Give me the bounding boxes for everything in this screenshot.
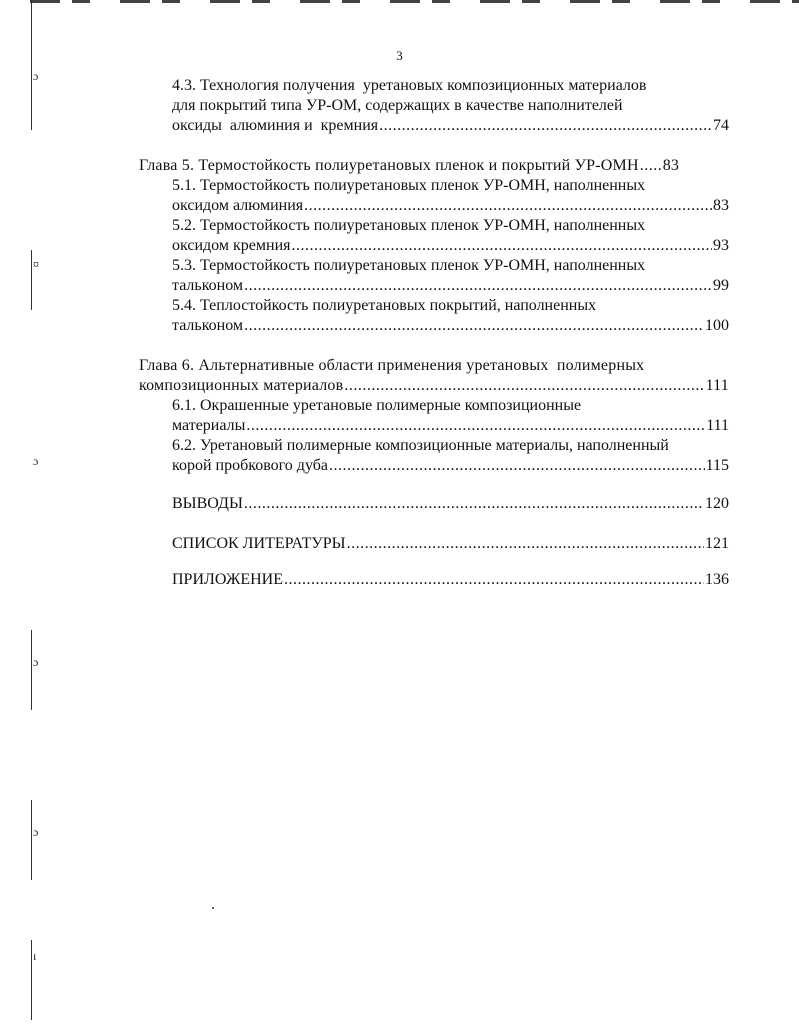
binding-edge-line [31, 0, 32, 130]
toc-page-number: 100 [705, 317, 729, 334]
toc-page-number: 121 [705, 535, 729, 552]
toc-entry-4-3-line-2: для покрытий типа УР-ОМ, содержащих в качестве наполнителей [172, 97, 623, 114]
toc-entry-title: оксиды алюминия и кремния [172, 117, 379, 134]
toc-entry-title: ВЫВОДЫ [172, 495, 243, 512]
toc-entry-references [172, 534, 729, 554]
binder-hole-mark-icon: ɔ [33, 655, 39, 669]
dot-leader [291, 236, 712, 256]
dot-leader [640, 156, 662, 176]
binder-hole-mark-icon: ɔ [33, 454, 39, 468]
binding-edge-line [31, 940, 32, 1020]
toc-page-number: 74 [713, 117, 729, 134]
dot-leader [246, 416, 705, 436]
toc-page-number: 136 [705, 571, 729, 588]
binder-hole-mark-icon: ɪ [33, 949, 37, 963]
toc-entry-6-2-last-line [172, 456, 729, 476]
binding-edge-line [31, 250, 32, 310]
toc-entry-title: оксидом алюминия [172, 197, 304, 214]
toc-page-number: 83 [662, 157, 680, 174]
dot-leader [347, 534, 704, 554]
toc-chapter-6-line-1: Глава 6. Альтернативные области применения уретановых полимерных [139, 357, 645, 374]
toc-entry-6-1-line-1: 6.1. Окрашенные уретановые полимерные композиционные [172, 397, 582, 414]
binder-hole-mark-icon: ¤ [33, 257, 39, 271]
scan-speck [212, 907, 214, 909]
toc-page-number: 99 [713, 277, 729, 294]
toc-entry-5-1-last-line [172, 196, 729, 216]
toc-entry-title: СПИСОК ЛИТЕРАТУРЫ [172, 535, 346, 552]
toc-entry-title: тальконом [172, 317, 244, 334]
dot-leader [304, 196, 712, 216]
toc-entry-appendix [172, 570, 729, 590]
page-number: 3 [396, 48, 403, 63]
toc-entry-5-3-last-line [172, 276, 729, 296]
binder-hole-mark-icon: ɔ [33, 825, 39, 839]
dot-leader [329, 456, 705, 476]
binding-edge-line [31, 800, 32, 880]
toc-page-number: 93 [713, 237, 729, 254]
dot-leader [344, 376, 704, 396]
toc-entry-5-3-line-1: 5.3. Термостойкость полиуретановых пленок УР-ОМН, наполненных [172, 257, 646, 274]
dot-leader [284, 570, 704, 590]
binder-hole-mark-icon: ɔ [33, 69, 39, 83]
toc-entry-title: оксидом кремния [172, 237, 291, 254]
toc-entry-6-2-line-1: 6.2. Уретановый полимерные композиционные материалы, наполненный [172, 437, 669, 454]
toc-page-number: 111 [706, 417, 729, 434]
dot-leader [379, 116, 712, 136]
dot-leader [244, 494, 704, 514]
binding-edge-line [31, 630, 32, 710]
toc-entry-4-3-line-1: 4.3. Технология получения уретановых композиционных материалов [172, 77, 647, 94]
toc-entry-title: Глава 5. Термостойкость полиуретановых пленок и покрытий УР-ОМН [139, 157, 639, 174]
toc-entry-conclusions [172, 494, 729, 514]
toc-page-number: 120 [705, 495, 729, 512]
toc-entry-5-1-line-1: 5.1. Термостойкость полиуретановых пленок УР-ОМН, наполненных [172, 177, 646, 194]
toc-entry-5-4-line-1: 5.4. Теплостойкость полиуретановых покрытий, наполненных [172, 297, 597, 314]
toc-entry-title: ПРИЛОЖЕНИЕ [172, 571, 284, 588]
toc-entry-title: композиционных материалов [139, 377, 344, 394]
dot-leader [244, 316, 704, 336]
scan-edge-artifact [30, 0, 799, 3]
toc-entry-4-3-last-line [172, 116, 729, 136]
toc-page-number: 111 [705, 377, 729, 394]
toc-entry-6-1-last-line [172, 416, 729, 436]
toc-entry-5-4-last-line [172, 316, 729, 336]
toc-entry-5-2-last-line [172, 236, 729, 256]
toc-entry-title: материалы [172, 417, 246, 434]
toc-chapter-5 [139, 156, 729, 176]
toc-entry-5-2-line-1: 5.2. Термостойкость полиуретановых пленок УР-ОМН, наполненных [172, 217, 646, 234]
toc-page-number: 115 [705, 457, 729, 474]
toc-chapter-6-last-line [139, 376, 729, 396]
toc-entry-title: тальконом [172, 277, 244, 294]
dot-leader [244, 276, 712, 296]
toc-entry-title: корой пробкового дуба [172, 457, 328, 474]
toc-page-number: 83 [713, 197, 729, 214]
